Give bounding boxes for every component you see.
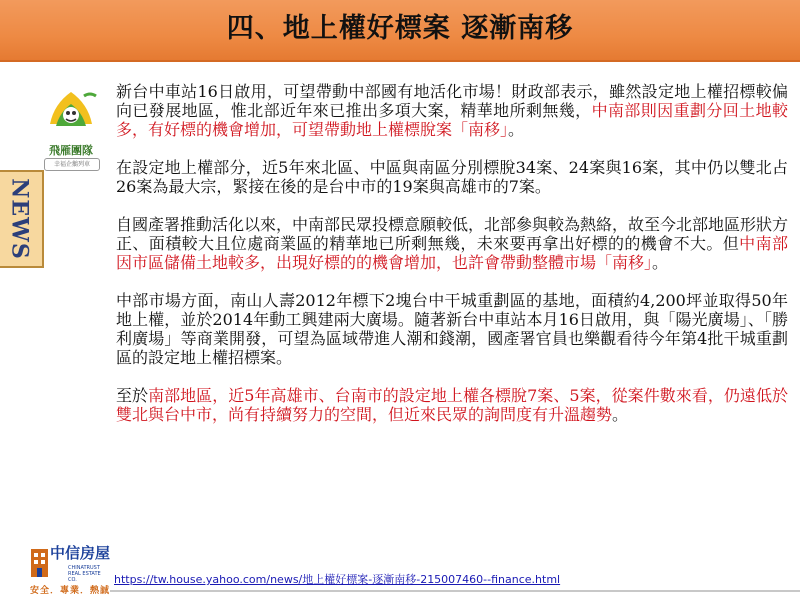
body-text: 。 xyxy=(508,120,525,139)
paragraph xyxy=(116,215,788,272)
logo-name: 飛雁團隊 xyxy=(49,144,93,157)
company-tagline: 安全．專業．熱誠 xyxy=(30,586,111,596)
source-link[interactable]: https://tw.house.yahoo.com/news/地上權好標案-逐漸南移-215007460--finance.html xyxy=(114,573,561,586)
company-subtitle: CHINATRUST REAL ESTATE CO. xyxy=(68,565,101,583)
body-text: 在設定地上權部分，近5年來北區、中區與南區分別標脫34案、24案與16案，其中仍以雙北占26案為最大宗，緊接在後的是台中市的19案與高雄市的7案。 xyxy=(116,158,788,196)
highlighted-text: 南部地區，近5年高雄市、台南市的設定地上權各標脫7案、5案，從案件數來看，仍遠低於雙北與台中市，尚有持續努力的空間，但近來民眾的詢問度有升溫趨勢 xyxy=(116,386,788,424)
chinatrust-logo xyxy=(30,545,110,595)
feiyan-team-logo xyxy=(40,82,102,174)
news-label: NEWS xyxy=(7,178,34,260)
paragraph xyxy=(116,158,788,196)
paragraph xyxy=(116,291,788,367)
body-text: 中部市場方面，南山人壽2012年標下2塊台中干城重劃區的基地，面積約4,200坪並取得50年地上權，並於2014年動工興建兩大廣場。隨著新台中車站本月16日啟用，與「陽光廣場」、「勝利廣場」等商業開發，可望為區域帶進人潮和錢潮，國產署官員也樂觀看待今年第4批干城重劃區的設定地上權招標案。 xyxy=(116,291,788,367)
page-title: 四、地上權好標案 逐漸南移 xyxy=(226,13,574,44)
article-body xyxy=(116,82,788,443)
highlighted-text: 中南部則因重劃分回土地較多，有好標的機會增加，可望帶動地上權標脫案「南移」 xyxy=(116,101,788,139)
highlighted-text: 中南部因市區儲備土地較多，出現好標的的機會增加，也許會帶動整體市場「南移」 xyxy=(116,234,788,272)
body-text: 至於 xyxy=(116,386,149,405)
paragraph xyxy=(116,386,788,424)
company-name: 中信房屋 xyxy=(50,544,111,562)
body-text: 新台中車站16日啟用，可望帶動中部國有地活化市場！財政部表示，雖然設定地上權招標較偏向已發展地區，惟北部近年來已推出多項大案，精華地所剩無幾， xyxy=(116,82,788,120)
building-icon xyxy=(30,545,50,579)
logo-subtitle: 幸福企鵝列車 xyxy=(44,158,100,171)
paragraph xyxy=(116,82,788,139)
body-text: 自國產署推動活化以來，中南部民眾投標意願較低，北部參與較為熱絡，故至今北部地區形狀方正、面積較大且位處商業區的精華地已所剩無幾，未來要再拿出好標的的機會不大。但 xyxy=(116,215,789,253)
body-text: 。 xyxy=(612,405,629,424)
body-text: 。 xyxy=(652,253,669,272)
news-side-tab xyxy=(0,170,44,268)
footer-divider xyxy=(110,590,800,592)
goose-house-icon xyxy=(40,82,102,142)
